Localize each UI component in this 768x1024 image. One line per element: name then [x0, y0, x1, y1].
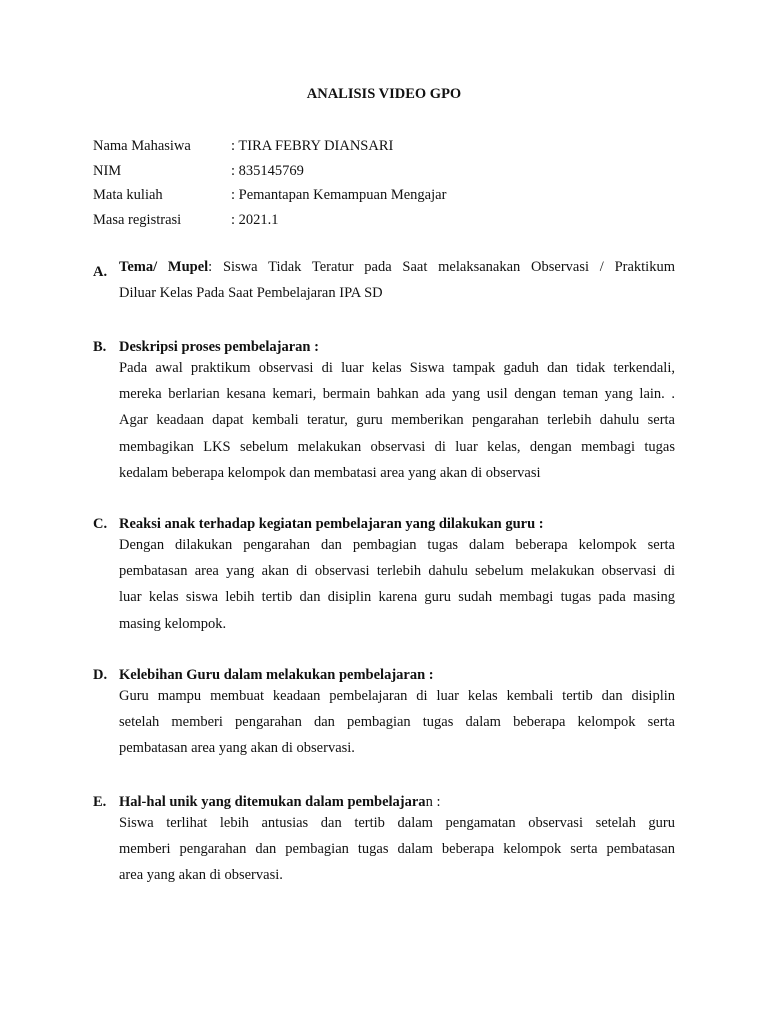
section-line: setelah memberi pengarahan dan pembagian tugas dalam beberapa kelompok serta: [119, 714, 675, 731]
section-heading: Kelebihan Guru dalam melakukan pembelajaran :: [119, 667, 434, 683]
info-label: Mata kuliah: [93, 187, 163, 203]
section-line: Siswa terlihat lebih antusias dan tertib dalam pengamatan observasi setelah guru: [119, 815, 675, 831]
section-line: area yang akan di observasi.: [119, 867, 283, 884]
section-heading: Deskripsi proses pembelajaran :: [119, 339, 319, 355]
section-line: Diluar Kelas Pada Saat Pembelajaran IPA SD: [119, 285, 383, 302]
info-value: : TIRA FEBRY DIANSARI: [231, 138, 394, 154]
section-d: [93, 662, 675, 767]
section-line: Dengan dilakukan pengarahan dan pembagian tugas dalam beberapa kelompok serta: [119, 537, 675, 553]
info-row-registration: [93, 210, 446, 235]
section-line: Guru mampu membuat keadaan pembelajaran di luar kelas kembali tertib dan disiplin: [119, 688, 675, 704]
section-line: luar kelas siswa lebih tertib dan disiplin karena guru sudah membagi tugas pada masing: [119, 589, 675, 606]
section-letter: C.: [93, 516, 108, 532]
section-a: [93, 259, 675, 311]
info-row-course: [93, 185, 446, 210]
section-line: kedalam beberapa kelompok dan membatasi area yang akan di observasi: [119, 464, 541, 481]
section-letter: D.: [93, 667, 108, 683]
heading-bold: Hal-hal unik yang ditemukan dalam pembelajara: [119, 794, 426, 810]
section-line: Agar keadaan dapat kembali teratur, guru memberikan pengarahan terlebih dahulu serta: [119, 412, 675, 429]
section-letter: A.: [93, 264, 108, 280]
section-b: [93, 334, 675, 491]
section-letter: E.: [93, 794, 107, 810]
section-e: [93, 789, 675, 894]
info-label: Nama Mahasiwa: [93, 138, 191, 154]
section-heading: [119, 259, 675, 285]
info-label: NIM: [93, 162, 122, 179]
info-label: Masa registrasi: [93, 211, 182, 228]
document-title: ANALISIS VIDEO GPO: [306, 86, 462, 102]
section-line: membagikan LKS sebelum melakukan observasi di luar kelas, dengan membagi tugas: [119, 438, 675, 455]
section-letter: B.: [93, 339, 107, 355]
info-value: : 2021.1: [231, 211, 279, 228]
section-line: Pada awal praktikum observasi di luar kelas Siswa tampak gaduh dan tidak terkendali,: [119, 360, 675, 376]
info-value: : Pemantapan Kemampuan Mengajar: [231, 187, 447, 203]
info-row-nim: [93, 161, 446, 186]
section-line: pembatasan area yang akan di observasi.: [119, 740, 355, 757]
section-heading: Reaksi anak terhadap kegiatan pembelajaran yang dilakukan guru :: [119, 516, 544, 532]
heading-rest: : Siswa Tidak Teratur pada Saat melaksanakan Observasi / Praktikum: [208, 259, 675, 275]
heading-rest: n :: [425, 794, 441, 810]
section-line: memberi pengarahan dan pembagian tugas dalam beberapa kelompok serta pembatasan: [119, 841, 675, 858]
section-line: pembatasan area yang akan di observasi terlebih dahulu sebelum melakukan observasi di: [119, 563, 675, 580]
section-line: masing kelompok.: [119, 615, 227, 632]
heading-bold: Tema/ Mupel: [119, 259, 209, 275]
section-c: [93, 511, 675, 642]
section-line: mereka berlarian kesana kemari, bermain bahkan ada yang usil dengan teman yang lain. .: [119, 386, 675, 403]
info-value: : 835145769: [231, 162, 304, 179]
student-info: [93, 136, 446, 234]
section-heading: [119, 789, 675, 815]
info-row-name: [93, 136, 446, 161]
